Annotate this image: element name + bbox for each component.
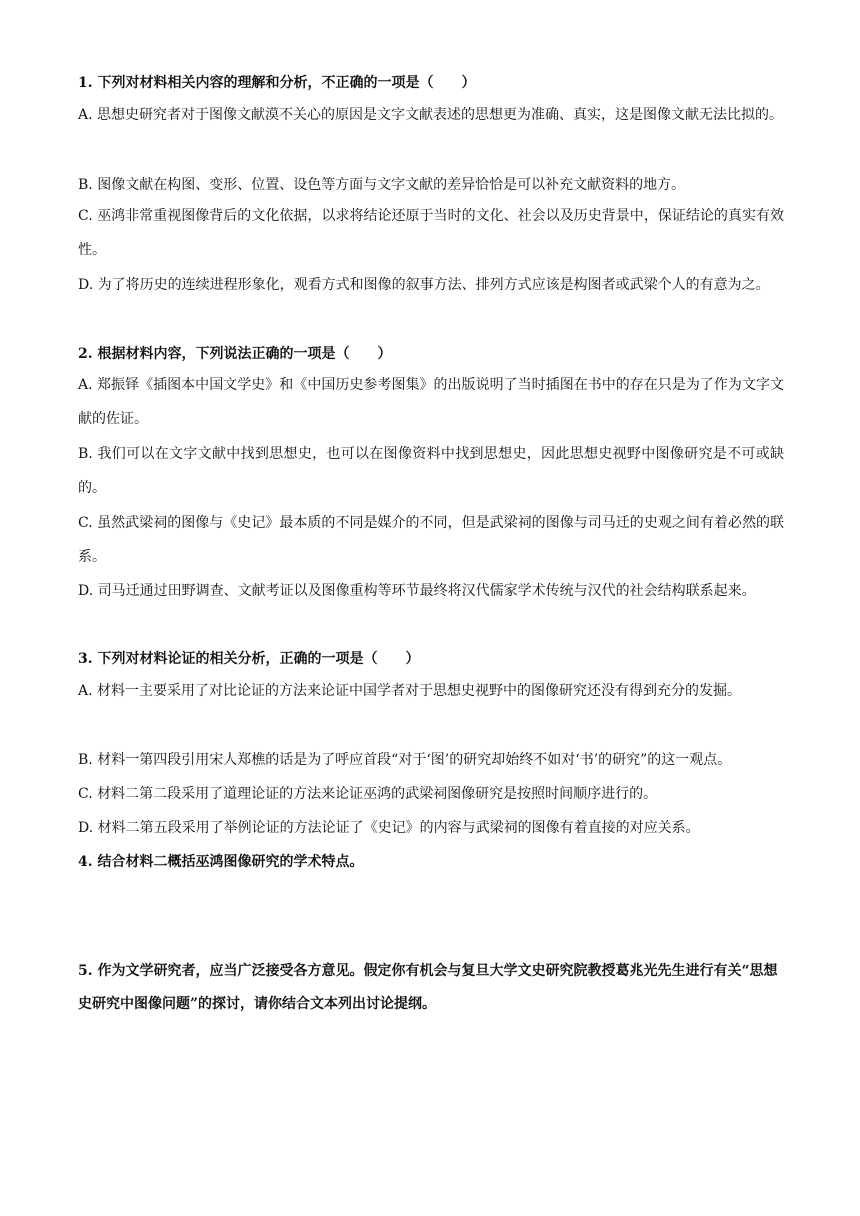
question-3-option-a: A. 材料一主要采用了对比论证的方法来论证中国学者对于思想史视野中的图像研究还没有得到充分的发掘。 [78,683,742,699]
question-4-stem: 4. 结合材料二概括巫鸿图像研究的学术特点。 [78,854,364,870]
question-3-option-b: B. 材料一第四段引用宋人郑樵的话是为了呼应首段“对于‘图’的研究却始终不如对‘书’的研究”的这一观点。 [78,752,732,768]
question-1-option-d: D. 为了将历史的连续进程形象化，观看方式和图像的叙事方法、排列方式应该是构图者或武梁个人的有意为之。 [78,277,770,293]
question-1-stem: 1. 下列对材料相关内容的理解和分析，不正确的一项是（ ） [78,75,476,91]
question-2-option-d: D. 司马迁通过田野调查、文献考证以及图像重构等环节最终将汉代儒家学术传统与汉代的社会结构联系起来。 [78,583,756,599]
question-2-stem: 2. 根据材料内容，下列说法正确的一项是（ ） [78,346,392,362]
question-3-option-d: D. 材料二第五段采用了举例论证的方法论证了《史记》的内容与武梁祠的图像有着直接的对应关系。 [78,820,700,836]
question-1-option-a: A. 思想史研究者对于图像文献漠不关心的原因是文字文献表述的思想更为准确、真实，这是图像文献无法比拟的。 [78,107,784,123]
question-3-option-c: C. 材料二第二段采用了道理论证的方法来论证巫鸿的武梁祠图像研究是按照时间顺序进行的。 [78,786,658,802]
question-2-option-a: A. 郑振铎《插图本中国文学史》和《中国历史参考图集》的出版说明了当时插图在书中的存在只是为了作为文字文献的佐证。 [78,377,784,427]
question-1-option-b: B. 图像文献在构图、变形、位置、设色等方面与文字文献的差异恰恰是可以补充文献资料的地方。 [78,177,686,193]
question-5-stem: 5. 作为文学研究者，应当广泛接受各方意见。假定你有机会与复旦大学文史研究院教授葛兆光先生进行有关“思想史研究中图像问题”的探讨，请你结合文本列出讨论提纲。 [78,963,778,1012]
question-1-option-c: C. 巫鸿非常重视图像背后的文化依据，以求将结论还原于当时的文化、社会以及历史背景中，保证结论的真实有效性。 [78,208,784,258]
question-3-stem: 3. 下列对材料论证的相关分析，正确的一项是（ ） [78,651,420,667]
question-2-option-c: C. 虽然武梁祠的图像与《史记》最本质的不同是媒介的不同，但是武梁祠的图像与司马迁的史观之间有着必然的联系。 [78,515,784,565]
question-2-option-b: B. 我们可以在文字文献中找到思想史，也可以在图像资料中找到思想史，因此思想史视野中图像研究是不可或缺的。 [78,446,784,496]
